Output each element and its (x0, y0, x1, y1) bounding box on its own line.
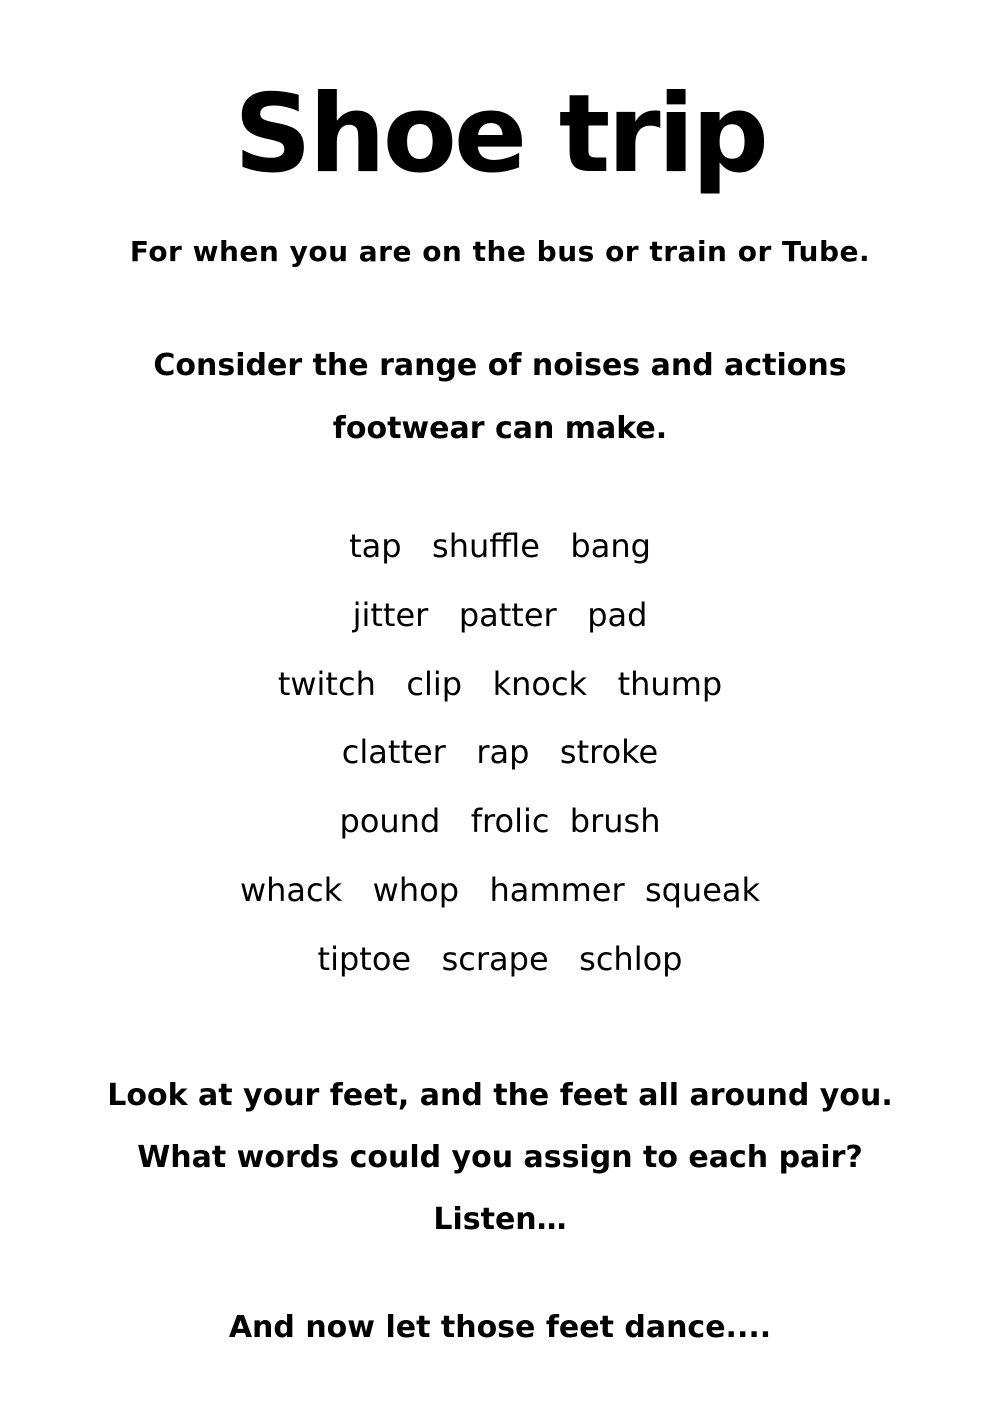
word-row-3: twitch clip knock thump (277, 665, 723, 703)
word-row-5: pound frolic brush (339, 802, 661, 840)
page-title: Shoe trip (234, 72, 766, 197)
intro-line-1: Consider the range of noises and actions (153, 348, 847, 383)
intro-line-2: footwear can make. (332, 411, 668, 446)
word-row-2: jitter patter pad (352, 596, 648, 634)
page-subtitle: For when you are on the bus or train or Tube. (129, 235, 871, 268)
outro-line-1: Look at your feet, and the feet all around you. (107, 1078, 893, 1113)
outro-line-3: Listen… (433, 1202, 567, 1237)
word-row-4: clatter rap stroke (341, 733, 659, 771)
word-row-1: tap shuffle bang (349, 527, 651, 565)
word-row-6: whack whop hammer squeak (239, 871, 761, 909)
outro-line-2: What words could you assign to each pair? (137, 1140, 863, 1175)
closing-line: And now let those feet dance.... (228, 1310, 772, 1345)
word-row-7: tiptoe scrape schlop (317, 940, 683, 978)
